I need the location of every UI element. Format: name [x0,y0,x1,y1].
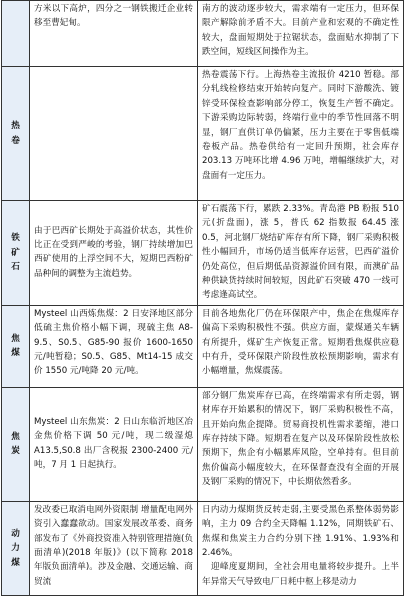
table-row [2,1,404,67]
news-cell: Mysteel 山东焦炭：2 日山东临沂地区冶金焦价格下调 50 元/吨，现二级湿熄 A13.5,S0.8 出厂含税报 2300-2400 元/吨，7 月 1 日起执行。 [30,387,198,501]
news-cell: 由于巴西矿长期处于高溢价状态，其性价比正在受到严峻的考验，钢厂持续增加巴西矿使用的上浮空间不大，短期巴西粉矿品种间的调整为主流趋势。 [30,201,198,306]
analysis-cell: 日内动力煤期货反转走弱,主要受黑色系整体弱势影响，主力 09 合约全天降幅 1.12%，同期铁矿石、焦煤和焦炭主力合约分别下挫 1.91%、1.93%和 2.46%。 迎峰度夏期间，全社会用电量将较步提升。上半年异常天气导致电厂日耗中枢上移是动力 [198,501,404,595]
news-cell: 方米以下高炉，四分之一钢铁搬迁企业转移至曹妃甸。 [30,1,198,67]
table-row [2,305,404,387]
analysis-cell: 目前各地焦化厂仍在环保限产中，焦企在焦煤库存偏高下采购积极性不强。供应方面，蒙煤通关车辆有所提升，煤矿生产恢复正常。短期看焦煤供应稳中有升，受环保限产阶段性放松预期影响，需求有小幅增量，焦煤震荡。 [198,305,404,387]
table-row [2,387,404,501]
news-cell: Mysteel 山西炼焦煤：2 日安泽地区部分低硫主焦价格小幅下调，现硫主焦 A8-9.5、S0.5、G85-90 报价 1600-1650 元/吨暂稳；S0.5、G85、Mt14-15 成交价 1550 元/吨降 20 元/吨。 [30,305,198,387]
analysis-cell: 南方的波动逐步较大，需求端有一定压力，但环保限产解除前矛盾不大。目前产业和宏观的不确定性较大，盘面短期处于拉锯状态，盘面贴水抑制了下跌空间，短线区间操作为主。 [198,1,404,67]
news-cell: 发改委已取消电网外资限制 增量配电网外资引入蠢蠢欲动。国家发展改革委、商务部发布了《外商投资准入特别管理措施(负面清单)(2018 年版)》(以下简称 2018 年版负面清单)。涉及金融、交通运输、商贸流 [30,501,198,595]
category-cell: 动力煤 [2,501,30,595]
table-row [2,67,404,201]
news-cell [30,67,198,201]
table-row [2,201,404,306]
category-cell [2,1,30,67]
analysis-cell: 矿石震荡下行，累跌 2.33%。青岛港 PB 粉报 510 元(折盘面)，涨 5，普氏 62 指数报 64.45 涨 0.5，河北钢厂烧结矿库存有所下降，钢厂采购积极性小幅回升，市场仍适当低库存运营，巴西矿溢价仍处高位，但后期低品资源溢价回有限，而澳矿品种供缺货持续时间较短，因此矿石突破 470 一线可考虑逢高试空。 [198,201,404,306]
analysis-cell: 热卷震荡下行。上海热卷主流报价 4210 暂稳。部分轧线检修结束开始转向复产。同时下游酸洗、镀锌受环保检查影响部分停工，恢复生产暂不确定。下游采购边际转弱，终端行业中的季节性回落不明显，钢厂直供订单仍偏紧，压力主要在于零售低端卷板产品。热卷供给有一定回升预期，社会库存 203.13 万吨环比增 4.96 万吨，增幅继续扩大，对盘面有一定压力。 [198,67,404,201]
market-commentary-table [1,0,404,596]
category-cell: 铁矿石 [2,201,30,306]
category-cell: 热卷 [2,67,30,201]
table-row [2,501,404,595]
category-cell: 焦煤 [2,305,30,387]
category-cell: 焦炭 [2,387,30,501]
analysis-cell: 部分钢厂焦炭库存已高，在终端需求有所走弱，钢材库存开始累积的情况下，钢厂采购积极性不高，且开始向焦企提降。贸易商投机性需求萎缩，港口库存持续下降。短期看在复产以及环保阶段性放松预期下，焦企有小幅累库风险，空单持有。但目前焦价偏高小幅度较大，在环保督查没有全面的开展及钢厂采购的情况下，中长期依然看多。 [198,387,404,501]
